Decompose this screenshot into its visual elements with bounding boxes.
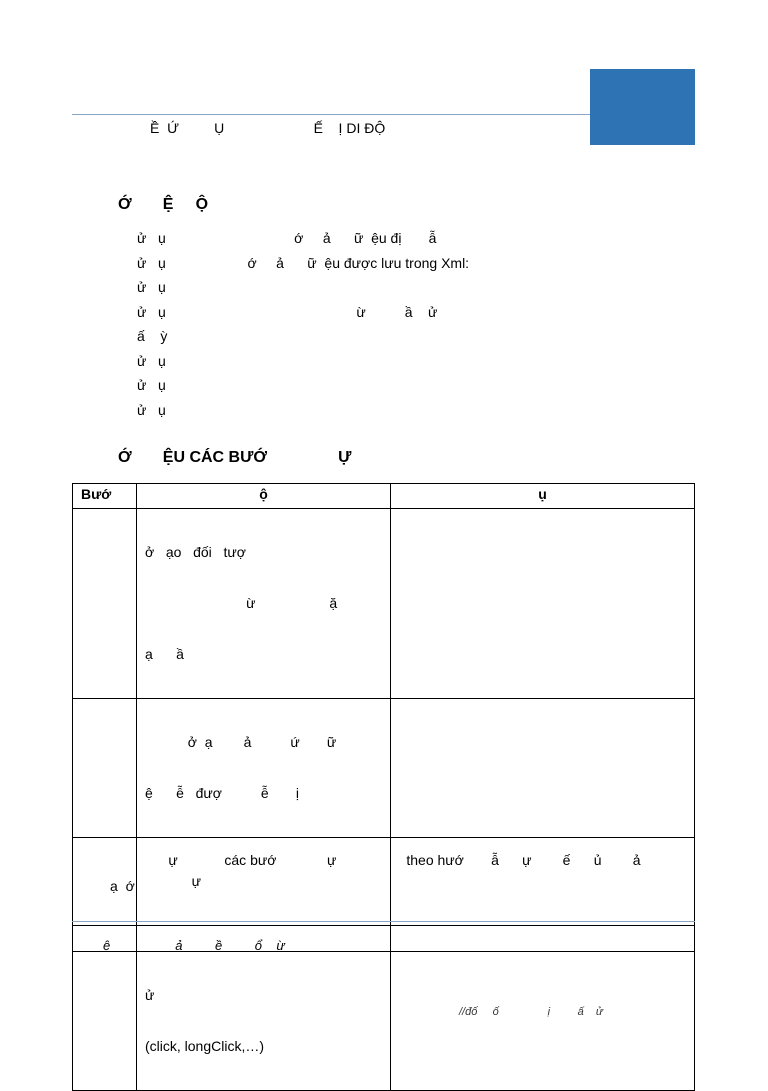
- list-item: ử ụ ớ ả ữ ệu đị ẫ: [137, 230, 437, 246]
- column-header-note: ụ: [391, 484, 695, 509]
- content-line: ạ ầ: [145, 646, 184, 662]
- code-comment-note: //đố ố ị ấ ử: [459, 1006, 603, 1018]
- step-cell: [73, 699, 137, 838]
- list-item: ử ụ: [137, 279, 166, 295]
- content-line: ử: [145, 987, 155, 1003]
- content-line: ở ạ ả ứ ữ: [145, 734, 337, 750]
- document-header-title: Ề Ứ Ụ Ế Ị DI ĐỘ: [150, 120, 386, 136]
- steps-table: [72, 483, 695, 1091]
- step-cell: [73, 509, 137, 699]
- header-accent-block: [590, 69, 695, 145]
- footer-text: ệ ả ề ổ ừ: [103, 938, 285, 953]
- column-header-step: Bướ: [73, 484, 137, 509]
- content-cell: [137, 509, 391, 699]
- list-item: ấ ỳ: [137, 328, 168, 344]
- list-item: ử ụ: [137, 402, 166, 418]
- content-line: (click, longClick,…): [145, 1038, 265, 1054]
- content-line: ở ạo đối tượ: [145, 544, 246, 560]
- body-paragraph-line: ạ ớ: [110, 878, 135, 894]
- column-header-content: ộ: [137, 484, 391, 509]
- content-cell: [137, 952, 391, 1091]
- content-line: ừ ặ: [145, 595, 338, 611]
- table-row: [73, 699, 695, 838]
- content-cell: [137, 699, 391, 838]
- note-cell: [391, 509, 695, 699]
- list-item: ử ụ: [137, 377, 166, 393]
- table-row: [73, 952, 695, 1091]
- body-paragraph-line: ự các bướ ự theo hướ ẫ ự ế ủ ả: [110, 852, 641, 868]
- footer-divider: [72, 921, 695, 922]
- table-header-row: [73, 484, 695, 509]
- note-cell: [391, 699, 695, 838]
- list-item: ử ụ ớ ả ữ ệu được lưu trong Xml:: [137, 255, 470, 271]
- list-item: ử ụ: [137, 353, 166, 369]
- content-line: ự: [145, 873, 202, 889]
- content-line: ệ ễ đượ ễ ị: [145, 785, 299, 801]
- note-cell: [391, 926, 695, 952]
- section1-heading: Ớ Ệ Ộ: [118, 196, 209, 213]
- header-divider: [72, 114, 590, 115]
- note-cell: [391, 952, 695, 1091]
- step-cell: [73, 952, 137, 1091]
- list-item: ử ụ ừ ầ ử: [137, 304, 438, 320]
- table-row: [73, 509, 695, 699]
- section2-heading: Ớ ỆU CÁC BƯỚ Ự: [118, 449, 352, 466]
